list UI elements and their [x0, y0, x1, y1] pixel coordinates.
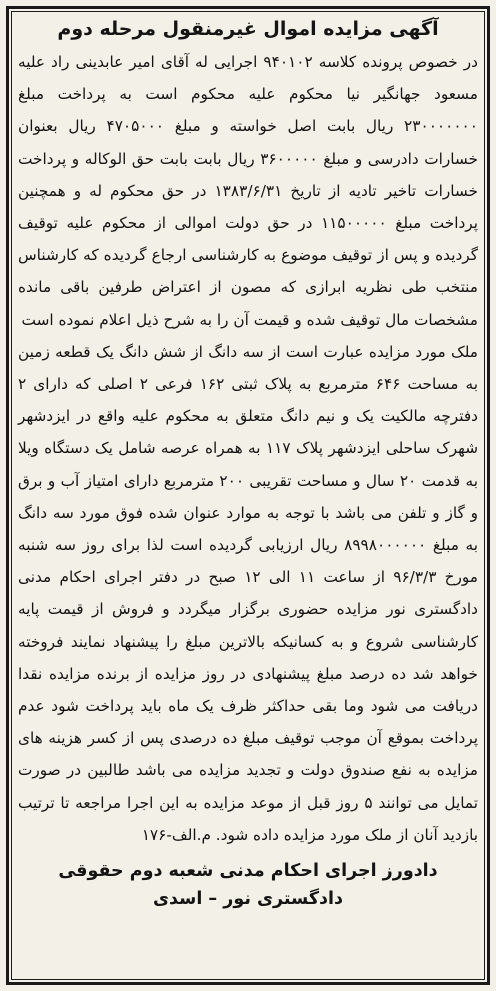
notice-signature [18, 857, 478, 913]
signature-line: دادگستری نور – اسدی [152, 889, 343, 910]
notice-title: آگهی مزایده اموال غیرمنقول مرحله دوم [57, 18, 439, 40]
notice-content [18, 14, 478, 979]
signature-line: دادورز اجرای احکام مدنی شعبه دوم حقوقی [58, 861, 438, 882]
notice-paragraph: در خصوص پرونده کلاسه ۹۴۰۱۰۲ اجرایی له آقای امیر عابدینی راد علیه مسعود جهانگیر نیا محکوم علیه محکوم است به پرداخت مبلغ ۲۳۰۰۰۰۰۰۰ ریال بابت اصل خواسته و مبلغ ۴۷۰۵۰۰۰ ریال بعنوان خسارات دادرسی و مبلغ ۳۶۰۰۰۰۰ ریال بابت بابت حق الوکاله و پرداخت خسارات تاخیر تادیه از تاریخ ۱۳۸۳/۶/۳۱ در حق محکوم له و همچنین پرداخت مبلغ ۱۱۵۰۰۰۰۰ در حق دولت اموالی از محکوم علیه توقیف گردیده و پس از توقیف موضوع به کارشناسی ارجاع گردیده که کارشناس منتخب طی نظریه ابرازی که مصون از اعتراض طرفین باقی مانده مشخصات مال توقیف شده و قیمت آن را به شرح ذیل اعلام نموده است [18, 53, 479, 329]
notice-body [18, 46, 478, 851]
notice-paragraph: ملک مورد مزایده عبارت است از سه دانگ از شش دانگ یک قطعه زمین به مساحت ۶۴۶ مترمربع به پلاک ثبتی ۱۶۲ فرعی ۲ اصلی که دارای ۲ دفترچه مالکیت یک و نیم دانگ متعلق به محکوم علیه واقع در ایزدشهر شهرک ساحلی ایزدشهر پلاک ۱۱۷ به همراه عرصه شامل یک دستگاه ویلا به قدمت ۲۰ سال و مساحت تقریبی ۲۰۰ مترمربع دارای امتیاز آب و برق و گاز و تلفن می باشد با توجه به موارد عنوان شده فوق مورد سه دانگ به مبلغ ۸۹۹۸۰۰۰۰۰۰ ریال ارزیابی گردیده است لذا برای روز سه شنبه مورخ ۹۶/۳/۳ از ساعت ۱۱ الی ۱۲ صبح در دفتر اجرای احکام مدنی دادگستری نور مزایده حضوری برگزار میگردد و فروش از قیمت پایه کارشناسی شروع و به کسانیکه بالاترین مبلغ را پیشنهاد نمایند فروخته خواهد شد ده درصد مبلغ پیشنهادی در روز مزایده از برنده مزایده نقدا دریافت می شود وما بقی حداکثر ظرف یک ماه باید پرداخت شود عدم پرداخت بموقع آن موجب توقیف مبلغ ده درصدی پس از کسر هزینه های مزایده به نفع صندوق دولت و تجدید مزایده می باشد طالبین در صورت تمایل می توانند ۵ روز قبل از موعد مزایده به این اجرا مراجعه تا ترتیب بازدید آنان از ملک مورد مزایده داده شود. م.الف-۱۷۶ [18, 342, 479, 844]
